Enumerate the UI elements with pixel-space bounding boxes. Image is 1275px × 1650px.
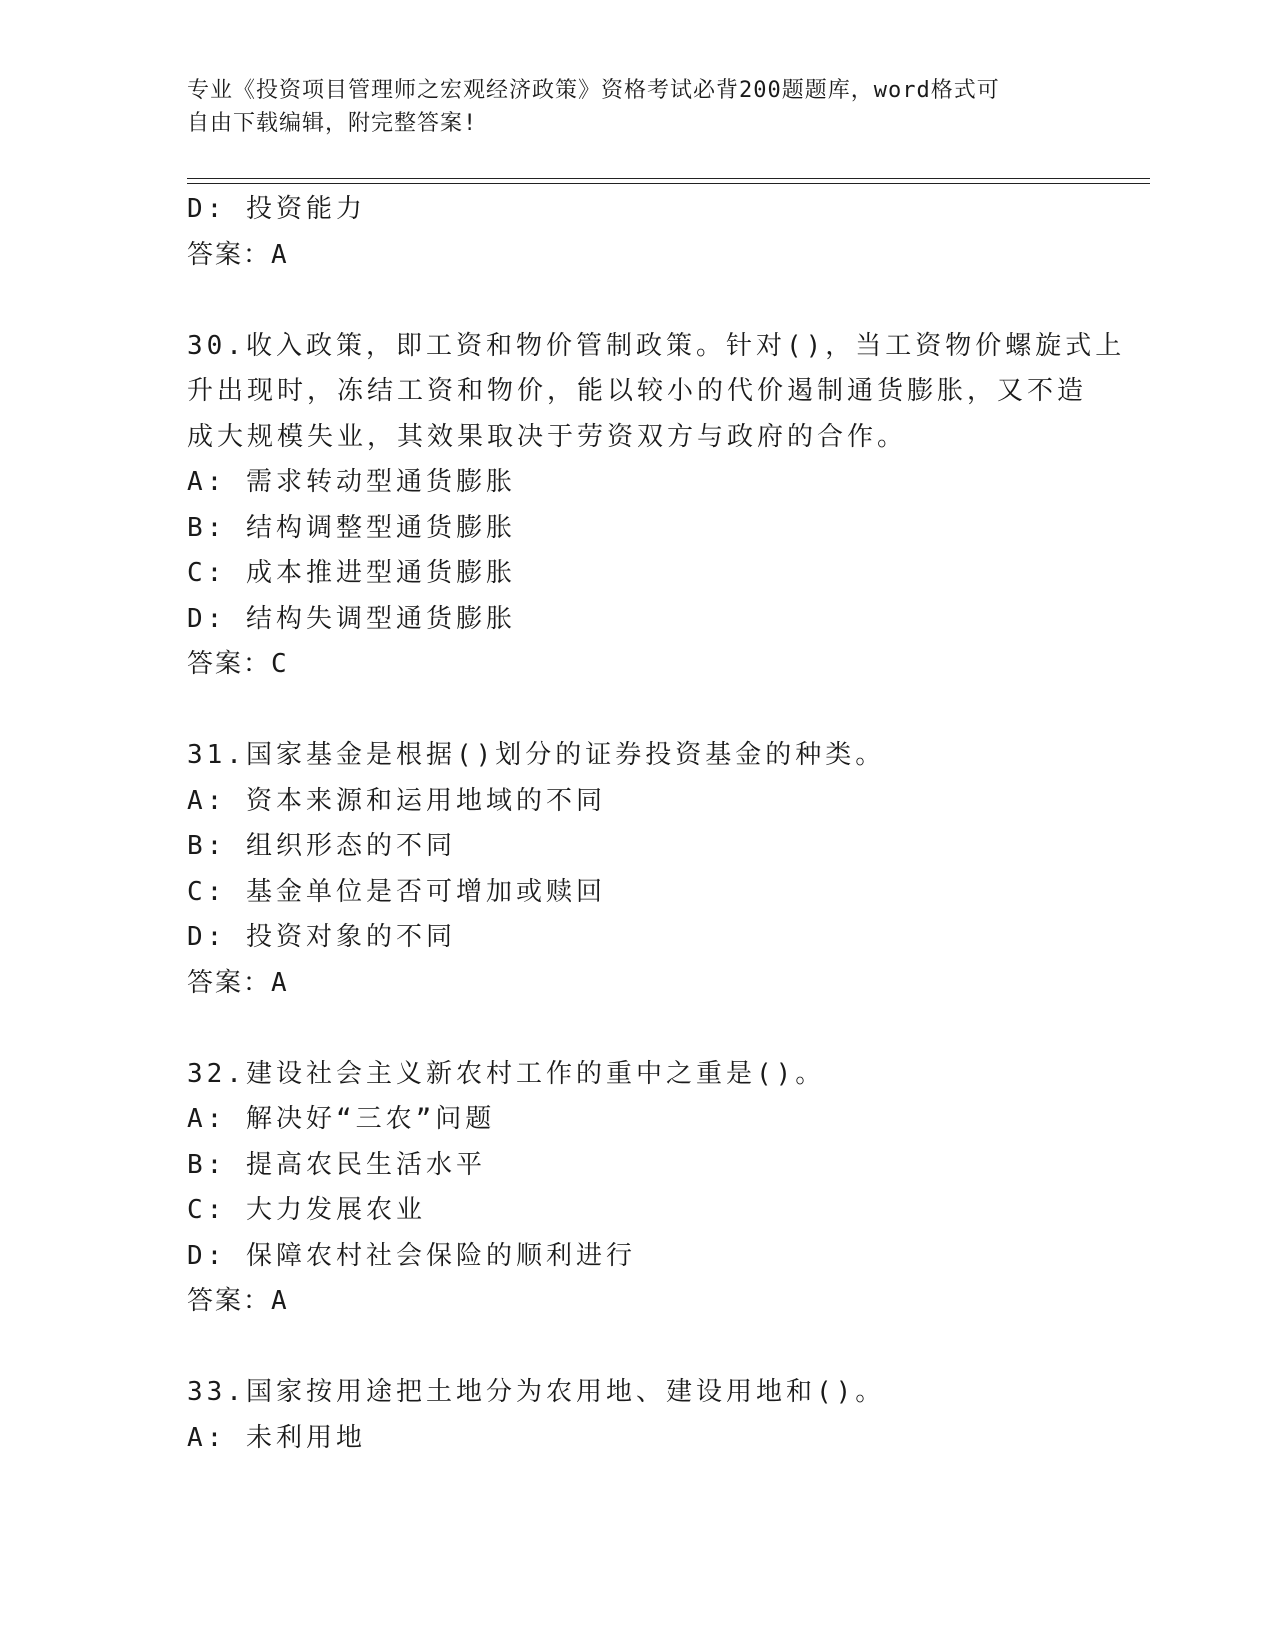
answer-line: 答案：A — [187, 967, 289, 998]
question-33 — [187, 1370, 1107, 1461]
question-content — [187, 187, 1126, 1461]
question-31 — [187, 733, 1107, 1006]
option-a: A: 需求转动型通货膨胀 — [187, 467, 516, 497]
option-c: C: 基金单位是否可增加或赎回 — [187, 876, 606, 907]
header-title-line-1: 专业《投资项目管理师之宏观经济政策》资格考试必背200题题库，word格式可 — [187, 78, 1000, 103]
option-b: B: 提高农民生活水平 — [187, 1149, 486, 1180]
answer-line: 答案：C — [187, 649, 289, 679]
document-header — [187, 74, 1087, 140]
option-d: D: 投资对象的不同 — [187, 922, 456, 952]
option-b: B: 结构调整型通货膨胀 — [187, 512, 516, 543]
question-text-line: 成大规模失业，其效果取决于劳资双方与政府的合作。 — [187, 421, 908, 452]
option-c: C: 大力发展农业 — [187, 1195, 426, 1225]
option-d: D: 投资能力 — [187, 194, 366, 224]
option-d: D: 保障农村社会保险的顺利进行 — [187, 1240, 636, 1271]
prev-question-tail — [187, 187, 1107, 278]
option-a: A: 未利用地 — [187, 1422, 366, 1453]
question-text-line: 31.国家基金是根据()划分的证券投资基金的种类。 — [187, 740, 886, 770]
question-text-line: 33.国家按用途把土地分为农用地、建设用地和()。 — [187, 1377, 886, 1407]
option-d: D: 结构失调型通货膨胀 — [187, 603, 516, 634]
answer-line: 答案：A — [187, 239, 289, 270]
option-a: A: 解决好“三农”问题 — [187, 1104, 496, 1134]
answer-line: 答案：A — [187, 1286, 289, 1316]
header-title-line-2: 自由下载编辑，附完整答案! — [187, 111, 478, 136]
spacer — [187, 278, 1107, 324]
option-b: B: 组织形态的不同 — [187, 831, 456, 861]
header-divider-bottom — [187, 183, 1150, 184]
option-c: C: 成本推进型通货膨胀 — [187, 558, 516, 588]
spacer — [187, 1006, 1107, 1052]
question-text-line: 升出现时，冻结工资和物价，能以较小的代价遏制通货膨胀，又不造 — [187, 376, 1088, 406]
spacer — [187, 688, 1107, 734]
question-30 — [187, 324, 1126, 688]
spacer — [187, 1325, 1107, 1371]
option-a: A: 资本来源和运用地域的不同 — [187, 785, 606, 816]
header-divider-top — [187, 178, 1150, 179]
question-32 — [187, 1052, 1107, 1325]
question-text-line: 30.收入政策，即工资和物价管制政策。针对()，当工资物价螺旋式上 — [187, 330, 1126, 361]
question-text-line: 32.建设社会主义新农村工作的重中之重是()。 — [187, 1058, 826, 1089]
